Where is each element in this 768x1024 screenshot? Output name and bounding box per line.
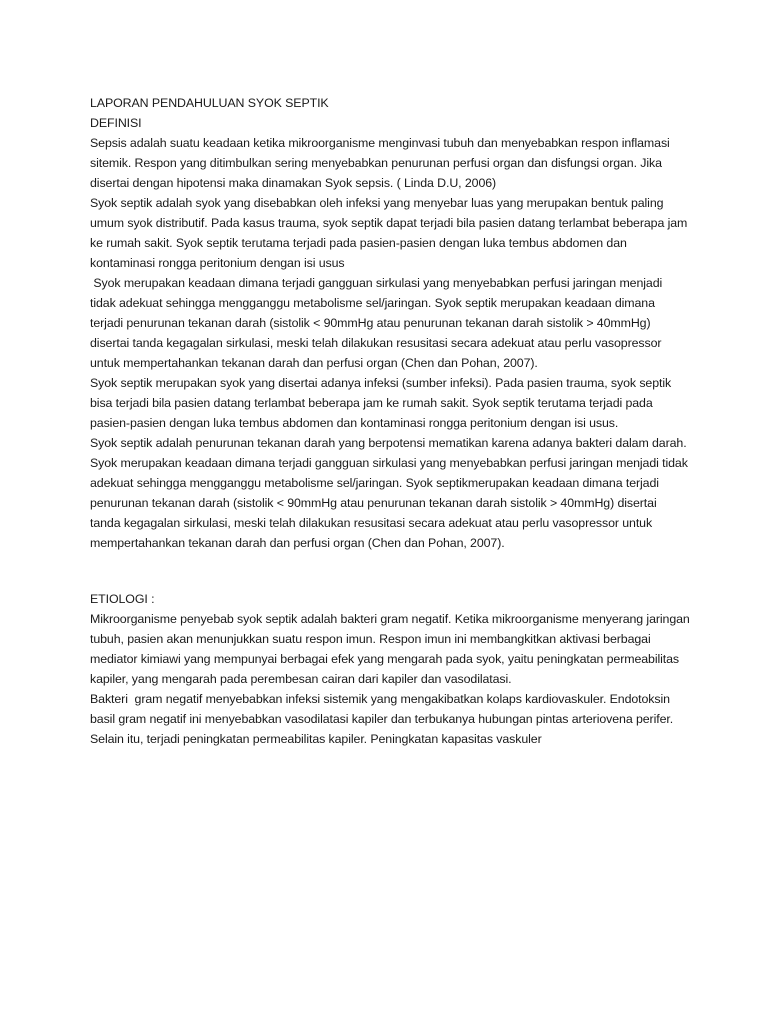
document-body [90,93,690,749]
etiologi-paragraph-1: Mikroorganisme penyebab syok septik adalah bakteri gram negatif. Ketika mikroorganisme menyerang jaringan tubuh, pasien akan menunjukkan suatu respon imun. Respon imun ini membangkitkan aktivasi berbagai mediator kimiawi yang mempunyai berbagai efek yang mengarah pada syok, yaitu peningkatan permeabilitas kapiler, yang mengarah pada perembesan cairan dari kapiler dan vasodilatasi. [90,612,690,686]
section-heading-definisi: DEFINISI [90,116,142,130]
section-heading-etiologi: ETIOLOGI : [90,592,155,606]
definisi-paragraph-5: Syok septik adalah penurunan tekanan darah yang berpotensi mematikan karena adanya bakteri dalam darah. [90,436,687,450]
definisi-paragraph-4: Syok septik merupakan syok yang disertai adanya infeksi (sumber infeksi). Pada pasien trauma, syok septik bisa terjadi bila pasien datang terlambat beberapa jam ke rumah sakit. Syok septik terutama terjadi pada pasien-pasien dengan luka tembus abdomen dan kontaminasi rongga peritonium dengan isi usus. [90,376,672,430]
definisi-paragraph-1: Sepsis adalah suatu keadaan ketika mikroorganisme menginvasi tubuh dan menyebabkan respon inflamasi sitemik. Respon yang ditimbulkan sering menyebabkan penurunan perfusi organ dan disfungsi organ. Jika disertai dengan hipotensi maka dinamakan Syok sepsis. ( Linda D.U, 2006) [90,136,674,190]
definisi-paragraph-2: Syok septik adalah syok yang disebabkan oleh infeksi yang menyebar luas yang merupakan bentuk paling umum syok distributif. Pada kasus trauma, syok septik dapat terjadi bila pasien datang terlambat beberapa jam ke rumah sakit. Syok septik terutama terjadi pada pasien-pasien dengan luka tembus abdomen dan kontaminasi rongga peritonium dengan isi usus [90,196,688,270]
definisi-paragraph-6: Syok merupakan keadaan dimana terjadi gangguan sirkulasi yang menyebabkan perfusi jaringan menjadi tidak adekuat sehingga mengganggu metabolisme sel/jaringan. Syok septikmerupakan keadaan dimana terjadi penurunan tekanan darah (sistolik < 90mmHg atau penurunan tekanan darah sistolik > 40mmHg) disertai tanda kegagalan sirkulasi, meski telah dilakukan resusitasi secara adekuat atau perlu vasopressor untuk mempertahankan tekanan darah dan perfusi organ (Chen dan Pohan, 2007). [90,456,688,550]
document-title: LAPORAN PENDAHULUAN SYOK SEPTIK [90,96,329,110]
definisi-paragraph-3: Syok merupakan keadaan dimana terjadi gangguan sirkulasi yang menyebabkan perfusi jaringan menjadi tidak adekuat sehingga mengganggu metabolisme sel/jaringan. Syok septik merupakan keadaan dimana terjadi penurunan tekanan darah (sistolik < 90mmHg atau penurunan tekanan darah sistolik > 40mmHg) disertai tanda kegagalan sirkulasi, meski telah dilakukan resusitasi secara adekuat atau perlu vasopressor untuk mempertahankan tekanan darah dan perfusi organ (Chen dan Pohan, 2007). [90,276,666,370]
etiologi-paragraph-2: Bakteri gram negatif menyebabkan infeksi sistemik yang mengakibatkan kolaps kardiovaskuler. Endotoksin basil gram negatif ini menyebabkan vasodilatasi kapiler dan terbukanya hubungan pintas arteriovena perifer. Selain itu, terjadi peningkatan permeabilitas kapiler. Peningkatan kapasitas vaskuler [90,692,677,746]
section-spacer [90,553,690,589]
